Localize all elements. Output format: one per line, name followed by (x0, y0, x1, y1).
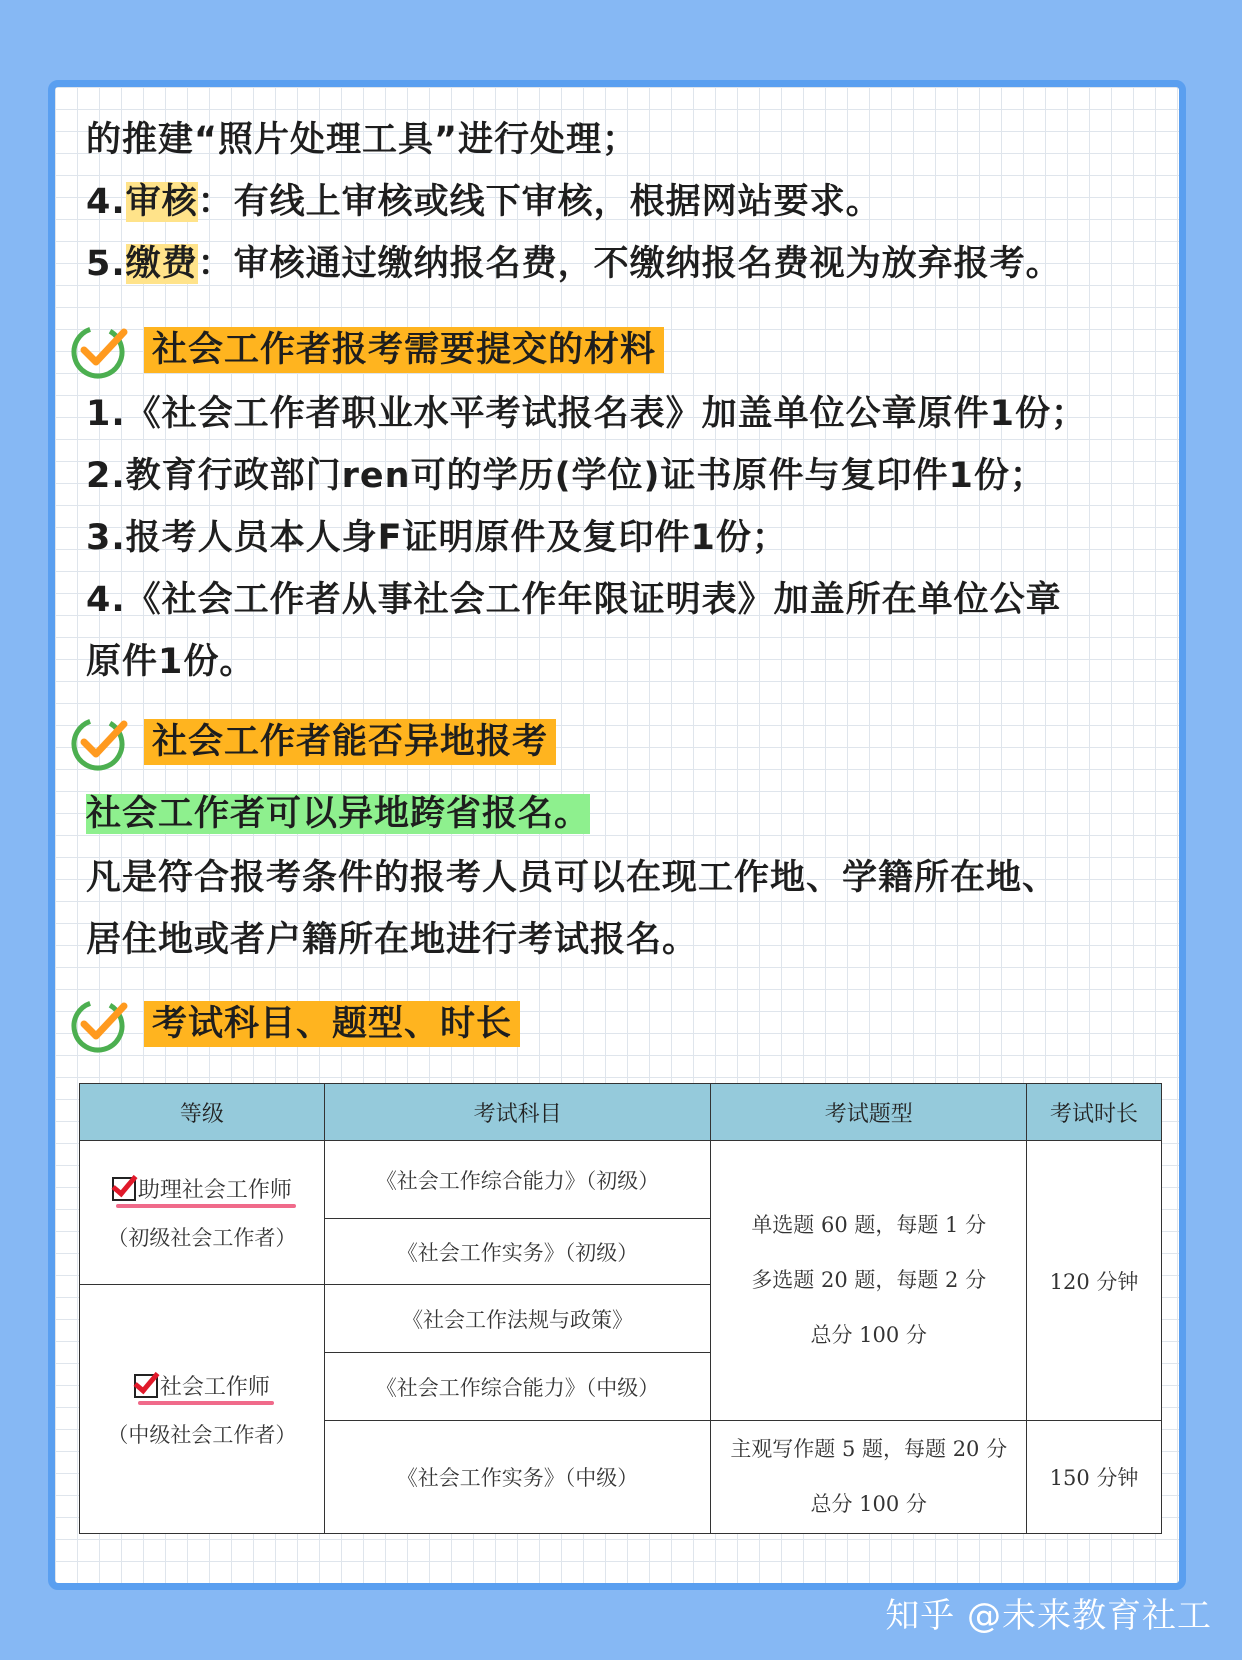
check-circle-icon (70, 320, 130, 380)
level-name-text: 社会工作师 (159, 1374, 270, 1400)
column-header: 考试科目 (324, 1084, 711, 1141)
check-circle-icon (70, 994, 130, 1054)
list-item: 1.《社会工作者职业水平考试报名表》加盖单位公章原件1份； (86, 394, 1088, 434)
level-sub: （初级社会工作者） (107, 1226, 297, 1250)
duration-cell: 120 分钟 (1027, 1141, 1162, 1421)
type-line: 总分 100 分 (810, 1323, 927, 1347)
step-payment (86, 242, 1062, 286)
level-name (112, 1173, 292, 1208)
section-title: 考试科目、题型、时长 (144, 1001, 520, 1047)
section-title: 社会工作者能否异地报考 (144, 719, 556, 765)
duration-cell: 150 分钟 (1027, 1421, 1162, 1534)
level-sub: （中级社会工作者） (107, 1422, 297, 1447)
table-row (80, 1141, 1162, 1219)
subject-cell: 《社会工作综合能力》（初级） (324, 1141, 711, 1219)
remote-answer (86, 792, 590, 836)
level-cell (80, 1141, 325, 1285)
section-title: 社会工作者报考需要提交的材料 (144, 327, 664, 373)
step-text: ：有线上审核或线下审核，根据网站要求。 (197, 182, 882, 222)
level-name (134, 1370, 270, 1405)
column-header: 考试题型 (711, 1084, 1027, 1141)
highlighted-answer: 社会工作者可以异地跨省报名。 (86, 794, 591, 834)
column-header: 等级 (80, 1084, 325, 1141)
table-header-row (80, 1084, 1162, 1141)
remote-body-line: 凡是符合报考条件的报考人员可以在现工作地、学籍所在地、 (86, 858, 1059, 898)
list-item: 3.报考人员本人身F证明原件及复印件1份； (86, 518, 788, 558)
level-cell (80, 1285, 325, 1534)
watermark: 知乎 @未来教育社工 (885, 1596, 1212, 1636)
subject-cell: 《社会工作实务》（初级） (324, 1219, 711, 1285)
checkbox-checked-icon (134, 1374, 158, 1398)
step-number: 5. (86, 244, 126, 284)
step-keyword: 缴费 (125, 244, 198, 284)
list-item: 原件1份。 (86, 642, 256, 682)
exam-table (79, 1083, 1162, 1534)
subject-cell: 《社会工作法规与政策》 (324, 1285, 711, 1353)
list-item: 2.教育行政部门ren可的学历(学位)证书原件与复印件1份； (86, 456, 1046, 496)
column-header: 考试时长 (1027, 1084, 1162, 1141)
step-number: 4. (86, 182, 126, 222)
type-cell (711, 1421, 1027, 1534)
intro-line: 的推建“照片处理工具”进行处理； (86, 120, 639, 160)
step-review (86, 180, 882, 224)
subject-cell: 《社会工作实务》（中级） (324, 1421, 711, 1534)
subject-cell: 《社会工作综合能力》（中级） (324, 1353, 711, 1421)
type-line: 总分 100 分 (810, 1492, 927, 1516)
step-text: ：审核通过缴纳报名费，不缴纳报名费视为放弃报考。 (197, 244, 1062, 284)
checkbox-checked-icon (112, 1177, 136, 1201)
step-keyword: 审核 (125, 182, 198, 222)
type-cell (711, 1141, 1027, 1421)
list-item: 4.《社会工作者从事社会工作年限证明表》加盖所在单位公章 (86, 580, 1062, 620)
remote-body-line: 居住地或者户籍所在地进行考试报名。 (86, 920, 699, 960)
type-line: 多选题 20 题，每题 2 分 (751, 1268, 987, 1292)
check-circle-icon (70, 712, 130, 772)
type-line: 主观写作题 5 题，每题 20 分 (730, 1437, 1008, 1461)
level-name-text: 助理社会工作师 (137, 1178, 292, 1203)
type-line: 单选题 60 题，每题 1 分 (751, 1213, 987, 1237)
